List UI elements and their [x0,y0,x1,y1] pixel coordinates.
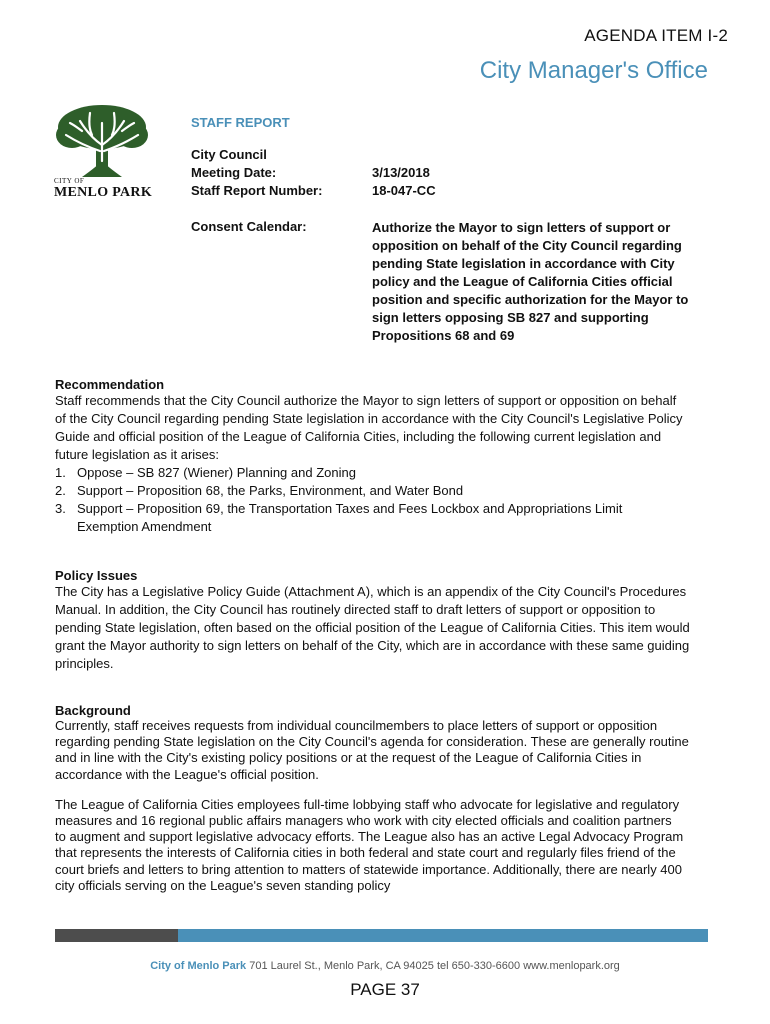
oak-tree-icon [52,103,152,177]
page-number: PAGE 37 [350,980,420,999]
city-logo [52,103,152,203]
background-para-1: Currently, staff receives requests from individual councilmembers to place letters of support or opposition regarding pending State legislation on the City Council's agenda for consideration. These are generally routine and in line with the City's existing policy positions or at the request of the League of California Cities in accordance with the League's official position. [55,718,689,782]
background-heading: Background [55,703,131,718]
office-title: City Manager's Office [479,57,708,84]
policy-section [55,568,725,673]
consent-calendar-label: Consent Calendar: [191,219,307,234]
report-number-label: Staff Report Number: [191,183,323,198]
list-item: 1. Oppose – SB 827 (Wiener) Planning and Zoning [55,465,356,480]
footer-address: 701 Laurel St., Menlo Park, CA 94025 [249,960,434,972]
footer-brand: City of Menlo Park [150,960,247,972]
footer-website[interactable]: www.menlopark.org [523,960,620,972]
list-item: 2. Support – Proposition 68, the Parks, Environment, and Water Bond [55,483,464,498]
recommendation-list [55,464,680,536]
recommendation-section [55,377,725,536]
footer-address-line [0,960,770,972]
logo-menlo-park: MENLO PARK [54,185,153,200]
body-label: City Council [191,147,267,162]
consent-calendar-text: Authorize the Mayor to sign letters of support or opposition on behalf of the City Council regarding pending State legislation in accordance with City policy and the League of California Cities official position and specific authorization for the Mayor to sign letters opposing SB 827 and supporting Propositions 68 and 69 [372,220,689,343]
report-number-value: 18-047-CC [372,183,436,198]
recommendation-heading: Recommendation [55,377,165,392]
meeting-date-label: Meeting Date: [191,165,277,180]
staff-report-title: STAFF REPORT [191,115,290,130]
meeting-date-value: 3/13/2018 [372,165,430,180]
list-item: 3. Support – Proposition 69, the Transportation Taxes and Fees Lockbox and Appropriations Limit Exemption Amendment [55,501,623,534]
background-section [55,703,725,894]
footer-tel: tel 650-330-6600 [436,960,521,972]
logo-city-of: CITY OF [54,177,85,185]
footer-bar [55,929,708,942]
policy-text: The City has a Legislative Policy Guide (Attachment A), which is an appendix of the City Council's Procedures Manual. In addition, the City Council has routinely directed staff to draft letters of support or opposition to pending State legislation, often based on the official position of the League of California Cities. This item would grant the Mayor authority to sign letters on behalf of the City, which are in accordance with these same guiding principles. [55,584,690,671]
agenda-item-label: AGENDA ITEM I-2 [584,26,728,45]
background-para-2: The League of California Cities employees full-time lobbying staff who advocate for legislative and regulatory measures and 16 regional public affairs managers who work with city elected officials and coalition partners to augment and support legislative advocacy efforts. The League also has an active Legal Advocacy Program that represents the interests of California cities in both federal and state court and regularly files friend of the court briefs and letters to bring attention to matters of statewide importance. Additionally, there are nearly 400 city officials serving on the League's seven standing policy [55,796,684,893]
recommendation-text: Staff recommends that the City Council authorize the Mayor to sign letters of support or opposition on behalf of the City Council regarding pending State legislation in accordance with the City Council's Legislative Policy Guide and official position of the League of California Cities, including the following current legislation and future legislation as it arises: [55,393,683,462]
policy-heading: Policy Issues [55,568,138,583]
